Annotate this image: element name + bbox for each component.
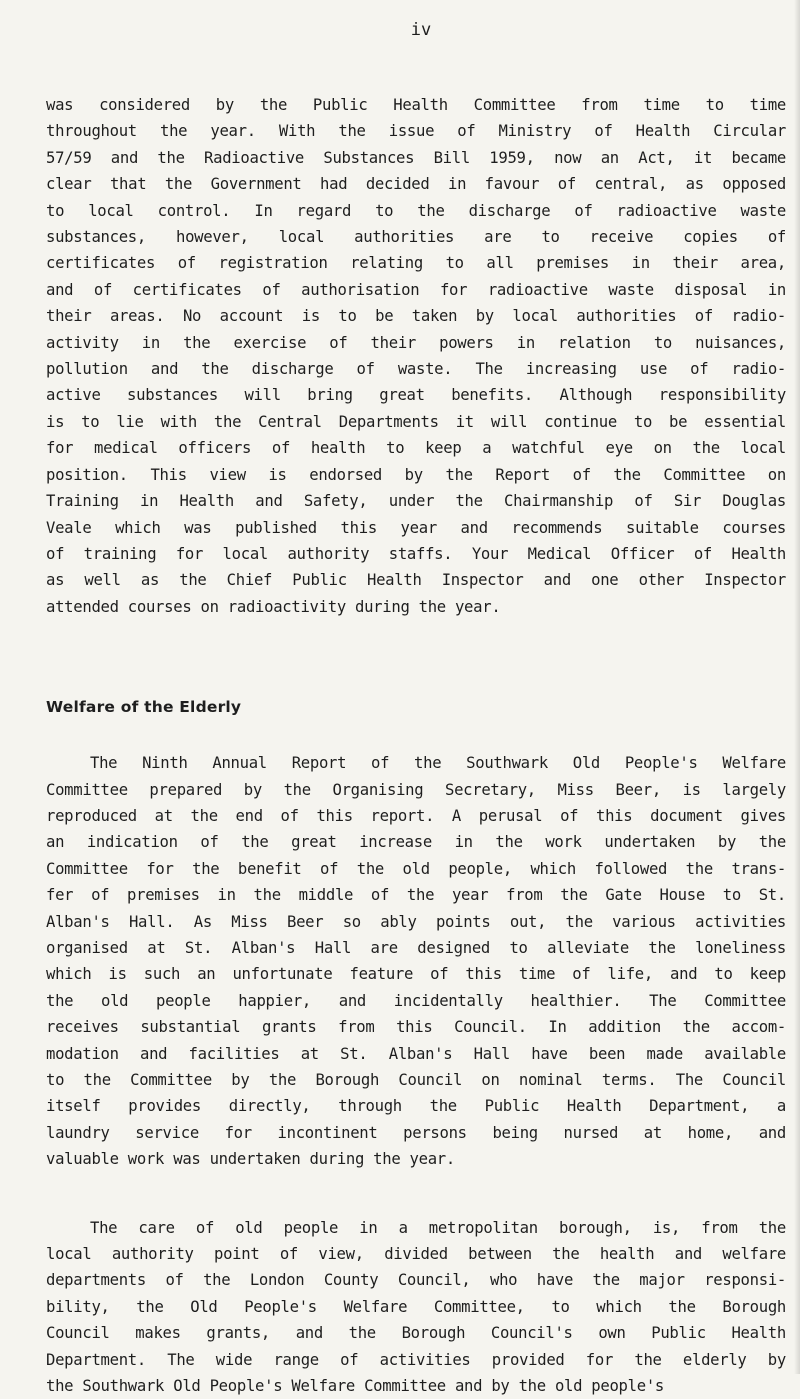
text-line: clear that the Government had decided in favour of central, as opposed	[46, 175, 786, 194]
text-line: laundry service for incontinent persons being nursed at home, and	[46, 1123, 786, 1142]
text-line: local authority point of view, divided between the health and welfare	[46, 1245, 786, 1264]
text-line: organised at St. Alban's Hall are designed to alleviate the loneliness	[46, 938, 786, 957]
text-line: fer of premises in the middle of the year from the Gate House to St.	[46, 886, 786, 905]
page-edge-shadow	[794, 0, 800, 1374]
text-line: pollution and the discharge of waste. The increasing use of radio-	[46, 360, 786, 379]
text-line: substances, however, local authorities are to receive copies of	[46, 228, 786, 247]
paragraph-radioactivity	[46, 92, 788, 620]
text-line: reproduced at the end of this report. A perusal of this document gives	[46, 806, 786, 825]
text-line: Council makes grants, and the Borough Council's own Public Health	[46, 1324, 786, 1343]
text-line: an indication of the great increase in the work undertaken by the	[46, 833, 786, 852]
text-line: is to lie with the Central Departments it will continue to be essential	[46, 412, 786, 431]
text-line: modation and facilities at St. Alban's Hall have been made available	[46, 1044, 786, 1063]
text-line: was considered by the Public Health Committee from time to time	[46, 96, 786, 114]
paragraph-welfare-report	[46, 750, 788, 1173]
text-line: Committee for the benefit of the old people, which followed the trans-	[46, 859, 786, 878]
text-line: bility, the Old People's Welfare Committee, to which the Borough	[46, 1297, 786, 1316]
text-line: as well as the Chief Public Health Inspector and one other Inspector	[46, 571, 786, 590]
text-line: position. This view is endorsed by the Report of the Committee on	[46, 465, 786, 484]
text-line: activity in the exercise of their powers in relation to nuisances,	[46, 333, 786, 352]
text-line: and of certificates of authorisation for radioactive waste disposal in	[46, 280, 786, 299]
text-line: The Ninth Annual Report of the Southwark Old People's Welfare	[90, 754, 786, 773]
text-line: Training in Health and Safety, under the Chairmanship of Sir Douglas	[46, 492, 786, 511]
paragraph-care-of-old-people	[46, 1215, 788, 1399]
text-line: The care of old people in a metropolitan borough, is, from the	[90, 1218, 786, 1237]
text-line: Alban's Hall. As Miss Beer so ably points out, the various activities	[46, 912, 786, 931]
text-line: the Southwark Old People's Welfare Committee and by the old people's	[46, 1377, 665, 1396]
text-line: the old people happier, and incidentally healthier. The Committee	[46, 991, 786, 1010]
text-line: itself provides directly, through the Public Health Department, a	[46, 1097, 786, 1116]
section-heading-welfare-elderly: Welfare of the Elderly	[46, 698, 242, 717]
text-line: for medical officers of health to keep a watchful eye on the local	[46, 439, 786, 458]
text-line: departments of the London County Council, who have the major responsi-	[46, 1271, 786, 1290]
text-line: Committee prepared by the Organising Secretary, Miss Beer, is largely	[46, 780, 786, 799]
text-line: receives substantial grants from this Council. In addition the accom-	[46, 1018, 786, 1037]
text-line: Department. The wide range of activities provided for the elderly by	[46, 1350, 786, 1369]
text-line: 57/59 and the Radioactive Substances Bill 1959, now an Act, it became	[46, 148, 786, 167]
text-line: throughout the year. With the issue of Ministry of Health Circular	[46, 122, 786, 141]
text-line: of training for local authority staffs. Your Medical Officer of Health	[46, 544, 786, 563]
text-line: to the Committee by the Borough Council on nominal terms. The Council	[46, 1071, 786, 1089]
text-line: their areas. No account is to be taken by local authorities of radio-	[46, 307, 786, 326]
paragraph-gap	[46, 1173, 788, 1215]
page-number: iv	[410, 20, 432, 40]
text-line: Veale which was published this year and recommends suitable courses	[46, 518, 786, 537]
text-line: to local control. In regard to the discharge of radioactive waste	[46, 201, 786, 220]
text-line: attended courses on radioactivity during the year.	[46, 597, 501, 616]
text-line: which is such an unfortunate feature of this time of life, and to keep	[46, 965, 786, 984]
text-line: valuable work was undertaken during the year.	[46, 1150, 455, 1169]
text-line: active substances will bring great benefits. Although responsibility	[46, 386, 786, 405]
text-line: certificates of registration relating to all premises in their area,	[46, 254, 786, 273]
